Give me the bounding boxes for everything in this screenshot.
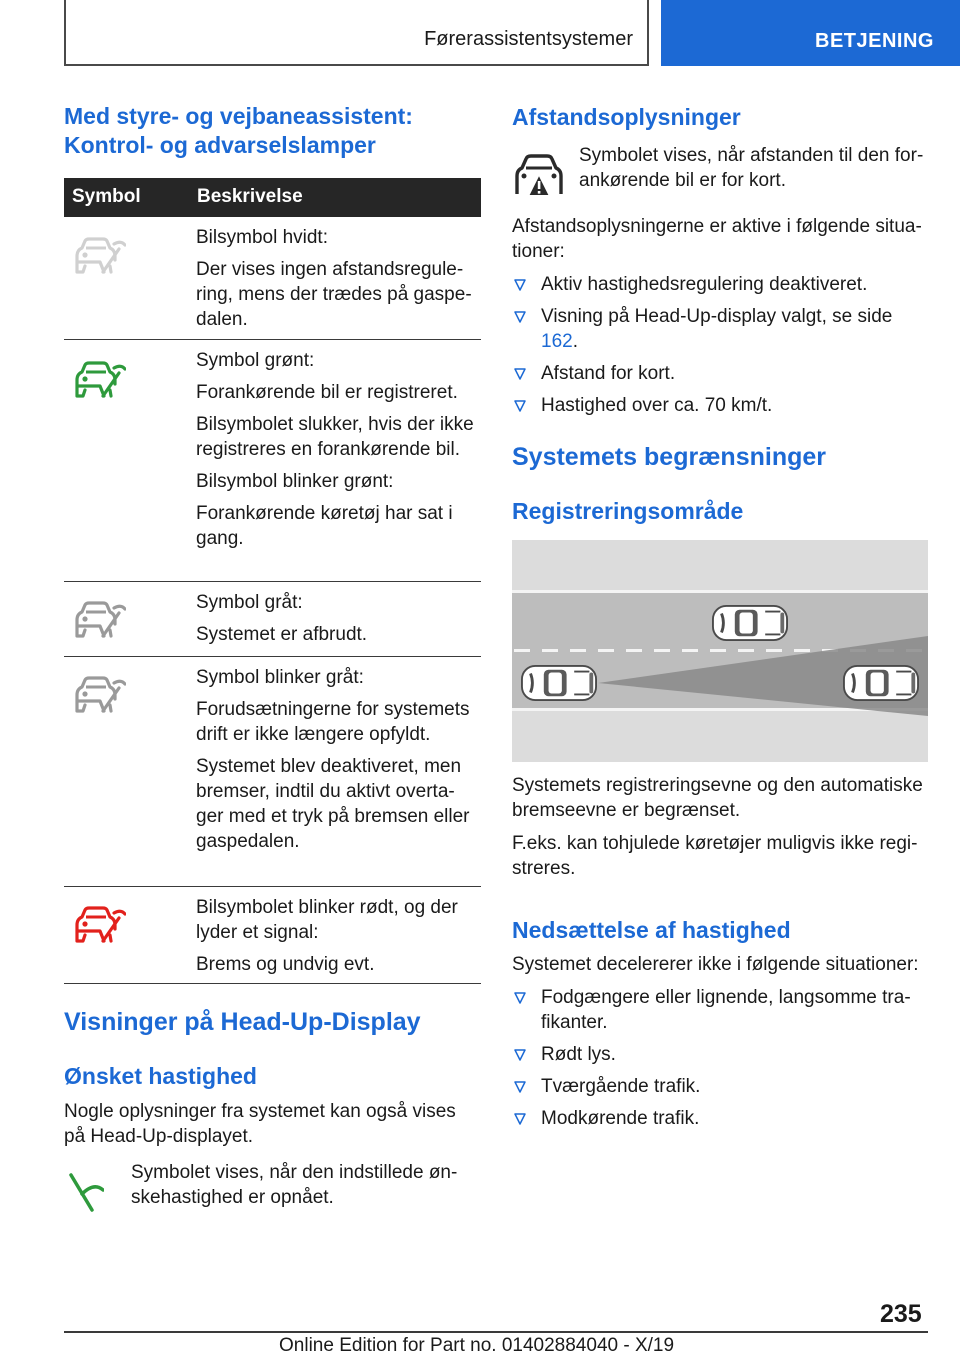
list-item [512,304,932,354]
list-item [512,361,932,386]
hud-heading: Visninger på Head-Up-Display [64,1008,421,1036]
list-item [512,393,932,418]
chapter-title: BETJENING [815,30,934,52]
list-item-text: Modkørende trafik. [541,1108,700,1129]
car-steering-icon [74,905,126,945]
list-item [512,1042,932,1067]
page-number: 235 [880,1300,922,1328]
row-text: Der vises ingen afstandsregulering, mens der trædes på gaspedalen. [196,259,472,330]
section-title: Førerassistentsystemer [424,28,633,50]
road-detection-illustration [512,540,928,762]
triangle-bullet-icon [514,400,526,412]
table-row [64,887,481,984]
hud-symbol-text: Symbolet vises, når den indstillede ønskehastighed er opnået. [131,1162,458,1208]
triangle-bullet-icon [514,992,526,1004]
speedometer-needle-icon [68,1172,104,1214]
car-steering-icon [74,236,126,276]
row-text: Forankørende køretøj har sat i gang. [196,503,453,549]
warning-lamps-table [64,178,481,984]
car-steering-icon [74,360,126,400]
distance-conditions-list [512,272,932,425]
row-text: Systemet er afbrudt. [196,624,368,645]
row-text: Bilsymbol hvidt: [196,227,328,248]
col-symbol-header: Symbol [72,186,141,207]
triangle-bullet-icon [514,1049,526,1061]
row-text: Bilsymbol blinker grønt: [196,471,394,492]
list-item-text: Afstand for kort. [541,363,676,384]
row-text: Bilsymbolet blinker rødt, og der lyder et signal: [196,897,458,943]
distance-info-heading: Afstandsoplysninger [512,104,741,130]
triangle-bullet-icon [514,311,526,323]
row-text: Symbol blinker gråt: [196,667,364,688]
system-limits-text-1: Systemets registreringsevne og den automatiske bremseevne er begrænset. [512,775,923,821]
triangle-bullet-icon [514,1113,526,1125]
distance-info-text: Afstandsoplysningerne er aktive i følgende situationer: [512,216,922,262]
row-text: Bilsymbolet slukker, hvis der ikke registreres en forankørende bil. [196,414,474,460]
table-row [64,582,481,657]
table-row [64,657,481,887]
row-text: Systemet blev deaktiveret, men bremser, indtil du aktivt overtager med et tryk på bremsen eller gaspedalen. [196,756,470,852]
list-item-text: Rødt lys. [541,1044,616,1065]
table-header [64,178,481,217]
row-text: Symbol gråt: [196,592,303,613]
row-text: Brems og undvig evt. [196,954,375,975]
system-limits-text-2: F.eks. kan tohjulede køretøjer muligvis ikke registreres. [512,833,918,879]
list-item [512,985,932,1035]
car-steering-icon [74,600,126,640]
row-text: Symbol grønt: [196,350,315,371]
list-item-text: Hastighed over ca. 70 km/t. [541,395,773,416]
col-description-header: Beskrivelse [197,186,303,207]
car-steering-icon [74,675,126,715]
page-reference-link[interactable]: 162 [541,331,573,352]
distance-symbol-text: Symbolet vises, når afstanden til den forankørende bil er for kort. [579,145,924,191]
page-title: Med styre- og vejbaneassistent: Kontrol- og advarselslamper [64,103,413,158]
list-item [512,1074,932,1099]
list-item-text: Aktiv hastighedsregulering deaktiveret. [541,274,868,295]
edition-footer: Online Edition for Part no. 01402884040 - X/19 [279,1335,675,1356]
list-item-text: . [572,331,578,352]
table-row [64,340,481,582]
row-text: Forankørende bil er registreret. [196,382,458,403]
list-item [512,1106,932,1131]
triangle-bullet-icon [514,1081,526,1093]
car-warning-icon [514,152,564,198]
row-text: Forudsætningerne for systemets drift er ikke længere opfyldt. [196,699,470,745]
footer-divider [64,1331,928,1333]
triangle-bullet-icon [514,368,526,380]
list-item-text: Tværgående trafik. [541,1076,701,1097]
detection-area-heading: Registreringsområde [512,498,744,524]
speed-reduction-text: Systemet decelererer ikke i følgende situationer: [512,954,919,975]
list-item-text: Visning på Head-Up-display valgt, se side [541,306,893,327]
table-row [64,217,481,340]
triangle-bullet-icon [514,279,526,291]
system-limits-heading: Systemets begrænsninger [512,443,826,471]
list-item-text: Fodgængere eller lignende, langsomme trafikanter. [541,987,911,1033]
speed-reduction-list [512,985,932,1138]
list-item [512,272,932,297]
desired-speed-heading: Ønsket hastighed [64,1063,257,1089]
desired-speed-text: Nogle oplysninger fra systemet kan også vises på Head-Up-displayet. [64,1101,456,1147]
speed-reduction-heading: Nedsættelse af hastighed [512,917,791,943]
header-section-box [64,0,649,66]
